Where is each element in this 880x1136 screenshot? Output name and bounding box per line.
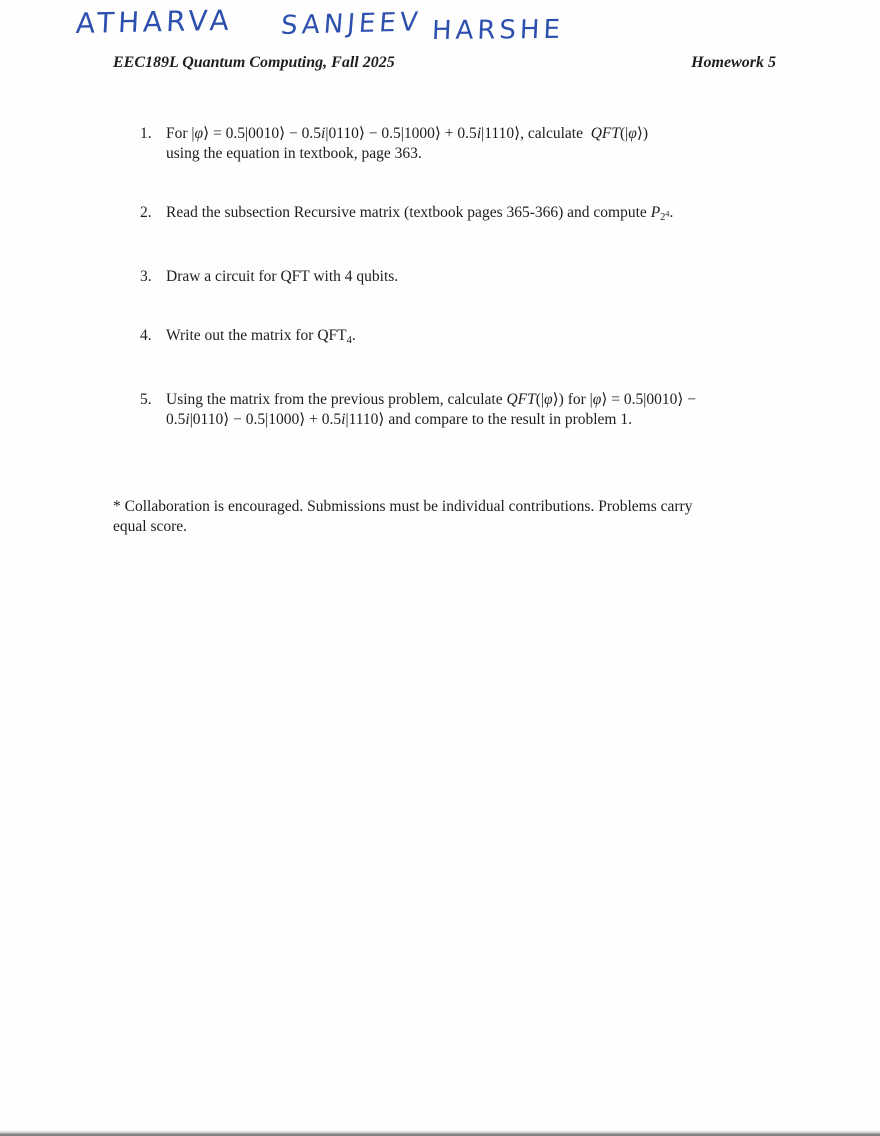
problem-number: 2. <box>140 204 152 221</box>
footnote: * Collaboration is encouraged. Submissions must be individual contributions. Problems carry equal score. <box>113 498 693 535</box>
homework-number: Homework 5 <box>691 54 776 71</box>
problem-item-5 <box>140 390 785 430</box>
handwritten-first-name: ATHARVA <box>75 3 234 41</box>
problem-text: Using the matrix from the previous problem, calculate QFT(|φ⟩) for |φ⟩ = 0.5|0010⟩ − 0.5i|0110⟩ − 0.5|1000⟩ + 0.5i|1110⟩ and compare to the result in problem 1. <box>166 390 697 428</box>
handwritten-last-name: HARSHE <box>431 14 565 47</box>
problem-number: 3. <box>140 267 152 285</box>
document-header <box>113 54 776 72</box>
problem-item-2 <box>140 203 785 228</box>
course-title: EEC189L Quantum Computing, Fall 2025 <box>113 54 395 71</box>
problem-number: 1. <box>140 125 152 142</box>
handwritten-name <box>0 0 880 52</box>
problem-list <box>140 124 785 430</box>
problem-text: Write out the matrix for QFT4. <box>166 326 356 346</box>
problem-item-1 <box>140 124 785 164</box>
problem-text: Read the subsection Recursive matrix (textbook pages 365-366) and compute P24. <box>166 204 674 223</box>
handwritten-middle-name: SANJEEV <box>279 7 423 42</box>
problem-item-3 <box>140 267 785 287</box>
problem-text: For |φ⟩ = 0.5|0010⟩ − 0.5i|0110⟩ − 0.5|1000⟩ + 0.5i|1110⟩, calculate QFT(|φ⟩) using the equation in textbook, page 363. <box>166 125 649 162</box>
problem-number: 4. <box>140 326 152 344</box>
problem-number: 5. <box>140 390 152 408</box>
scan-edge-shadow <box>0 1129 880 1136</box>
problem-item-4 <box>140 326 785 351</box>
problem-text: Draw a circuit for QFT with 4 qubits. <box>166 267 399 285</box>
